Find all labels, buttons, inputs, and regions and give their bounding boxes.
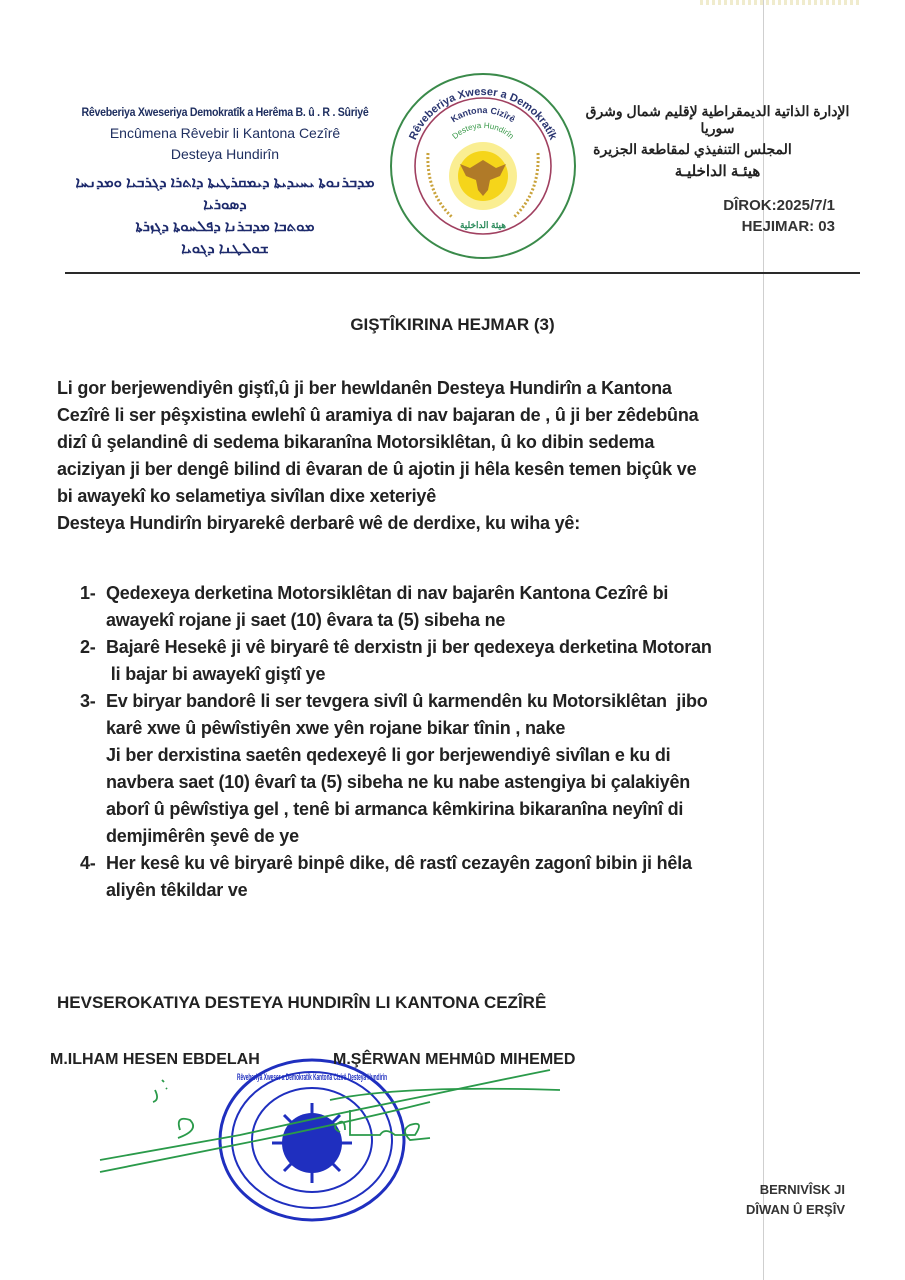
document-intro (57, 375, 857, 537)
item-number: 3- (80, 691, 96, 711)
copy-to-line1: BERNIVÎSK JI (759, 1182, 845, 1197)
signer-2: M.ŞÊRWAN MEHMûD MIHEMED (333, 1051, 576, 1068)
syriac-line: ܡܘܬܒܐ ܡܕܒܪܢܐ ܕܦܠܚܘܬܐ ܕܓܙܪܬܐ (135, 218, 315, 235)
item-line: li bajar bi awayekî giştî ye (106, 664, 326, 684)
header-divider (65, 272, 860, 274)
intro-line: bi awayekî ko selametiya sivîlan dixe xeteriyê (57, 486, 437, 506)
syriac-line: ܫܘܠܛܢܐ ܕܓܘܝܐ (181, 240, 269, 257)
item-line: navbera saet (10) êvarî ta (5) sibeha ne ku nabe astengiya bi çalakiyên (106, 772, 691, 792)
item-line: karê xwe û pêwîstiyên xwe yên rojane bikar tînin , nake (106, 718, 566, 738)
header-right-line2: المجلس التنفيذي لمقاطعة الجزيرة (593, 141, 792, 157)
header-left (60, 105, 390, 260)
copy-to-line2: DÎWAN Û ERŞÎV (746, 1202, 845, 1217)
item-line: demjimêrên şevê de ye (106, 826, 299, 846)
intro-line: aciziyan ji ber dengê bilind di êvaran de û ajotin ji hêla kesên temen biçûk ve (57, 459, 697, 479)
intro-line: Cezîrê li ser pêşxistina ewlehî û aramiya di nav bajaran de , û ji ber zêdebûna (57, 405, 699, 425)
document-number: HEJIMAR: 03 (741, 218, 835, 235)
decision-item (80, 634, 860, 688)
intro-line: dizî û şelandinê di sedema bikaranîna Motorsiklêtan, û ko dibin sedema (57, 432, 655, 452)
item-number: 2- (80, 637, 96, 657)
logo-inner-text: Kantona Cizîrê (449, 104, 517, 125)
intro-line: Li gor berjewendiyên giştî,û ji ber hewldanên Desteya Hundirîn a Kantona (57, 378, 672, 398)
decision-item (80, 850, 860, 904)
document-title: GIŞTÎKIRINA HEJMAR (3) (350, 315, 555, 334)
copy-to (715, 1180, 845, 1220)
item-line: Her kesê ku vê biryarê binpê dike, dê rastî cezayên zagonî bibin ji hêla (106, 853, 692, 873)
header-left-line2: Encûmena Rêvebir li Kantona Cezîrê (109, 125, 341, 141)
item-line: aborî û pêwîstiya gel , tenê bi armanca kêmkirina bikaranîna neyînî di (106, 799, 684, 819)
stamp-text: Rêveberiya Xweser a Demokratîk Kantona Cizîrê Desteya Hundirîn (237, 1072, 387, 1082)
item-line: Bajarê Hesekê ji vê biryarê tê derxistn ji ber qedexeya derketina Motoran (106, 637, 712, 657)
item-number: 4- (80, 853, 96, 873)
header-left-line1: Rêveberiya Xweseriya Demokratîk a Herêma B. û . R . Sûriyê (81, 105, 369, 119)
item-line: Ji ber derxistina saetên qedexeyê li gor berjewendiyê sivîlan e ku di (106, 745, 671, 765)
header-left-line3: Desteya Hundirîn (170, 146, 280, 162)
item-line: awayekî rojane ji saet (10) êvara ta (5) sibeha ne (106, 610, 506, 630)
intro-line: Desteya Hundirîn biryarekê derbarê wê de derdixe, ku wiha yê: (57, 513, 581, 533)
header-right (575, 103, 860, 180)
item-line: aliyên têkildar ve (106, 880, 248, 900)
signature-heading: HEVSEROKATIYA DESTEYA HUNDIRÎN LI KANTONA CEZÎRÊ (57, 993, 547, 1012)
logo-dept-text: Desteya Hundirîn (450, 120, 516, 141)
header-syriac (60, 172, 390, 260)
item-line: Ev biryar bandorê li ser tevgera sivîl û karmendên ku Motorsiklêtan jibo (106, 691, 708, 711)
scan-noise (700, 0, 860, 5)
document-meta (640, 195, 835, 237)
administration-logo (388, 68, 578, 263)
item-number: 1- (80, 583, 96, 603)
decision-item (80, 688, 860, 850)
item-line: Qedexeya derketina Motorsiklêtan di nav bajarên Kantona Cezîrê bi (106, 583, 669, 603)
document-date: DÎROK:2025/7/1 (723, 197, 835, 214)
header-right-line1: الإدارة الذاتية الديمقراطية لإقليم شمال وشرق سوريا (585, 103, 850, 136)
logo-outer-text: Rêveberiya Xweser a Demokratîk (407, 85, 559, 142)
signer-1: M.ILHAM HESEN EBDELAH (50, 1051, 260, 1068)
handwritten-signatures (100, 1060, 560, 1170)
decision-item (80, 580, 860, 634)
logo-arabic-text: هيئة الداخلية (459, 220, 507, 230)
decision-list (80, 580, 860, 904)
syriac-line: ܡܕܒܪܢܘܬܐ ܝܚܝܕܝܬܐ ܕܝܡܩܪܛܝܬܐ ܕܐܬܪܐ ܕܓܪܒܝܐ ܘܡܕܢܚܐ ܕܣܘܪܝܐ (75, 174, 375, 213)
header-right-line3: هيئـة الداخليـة (674, 163, 761, 180)
